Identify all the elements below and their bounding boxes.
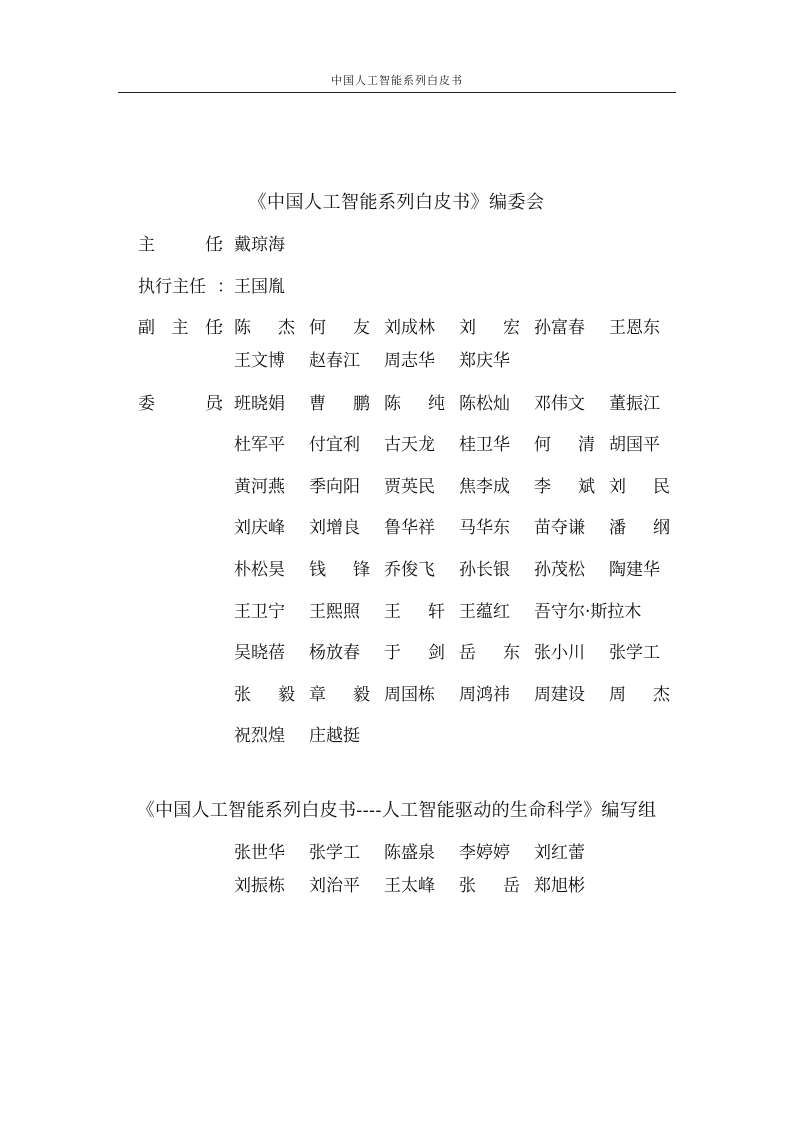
- person-name: [609, 513, 684, 538]
- person-name: [384, 389, 459, 414]
- person-name: 刘治平: [309, 876, 360, 896]
- person-name: [384, 638, 459, 663]
- person-name: 吴晓蓓: [234, 643, 285, 663]
- name-part: 毅: [278, 685, 295, 705]
- name-part: 锋: [353, 560, 370, 580]
- person-name: 刘红蕾: [534, 843, 585, 863]
- name-part: 轩: [428, 602, 445, 622]
- person-name: [234, 680, 309, 705]
- person-name: 赵春江: [309, 351, 360, 371]
- name-part: 李: [534, 477, 551, 497]
- name-part: 钱: [309, 560, 326, 580]
- person-name: 鲁华祥: [384, 518, 435, 538]
- person-name: 杜军平: [234, 435, 285, 455]
- name-list: [234, 597, 684, 622]
- name-part: 友: [353, 318, 370, 338]
- person-name: 吾守尔·斯拉木: [534, 602, 642, 622]
- person-name: 庄越挺: [309, 726, 360, 746]
- person-name: [459, 313, 534, 338]
- label-members: 委 员 ：: [138, 394, 234, 414]
- person-name: 马华东: [459, 518, 510, 538]
- name-part: 张: [234, 685, 251, 705]
- name-list: [234, 555, 684, 580]
- name-part: 东: [503, 643, 520, 663]
- person-name: 刘成林: [384, 318, 435, 338]
- person-name: 付宜利: [309, 435, 360, 455]
- person-name: [609, 472, 684, 497]
- name-list: [234, 313, 684, 338]
- person-name: 戴琼海: [234, 235, 285, 255]
- person-name: 胡国平: [609, 435, 660, 455]
- name-part: 刘: [609, 477, 626, 497]
- name-part: 张: [459, 876, 476, 896]
- person-name: 桂卫华: [459, 435, 510, 455]
- name-part: 潘: [609, 518, 626, 538]
- person-name: 王太峰: [384, 876, 435, 896]
- person-name: 季向阳: [309, 477, 360, 497]
- person-name: 郑旭彬: [534, 876, 585, 896]
- person-name: [309, 555, 384, 580]
- name-part: 周: [609, 685, 626, 705]
- name-list: [234, 272, 309, 297]
- name-list: [234, 230, 309, 255]
- label-vice-directors: 副 主 任 ：: [138, 318, 234, 338]
- name-part: 陈: [384, 394, 401, 414]
- name-part: 岳: [503, 876, 520, 896]
- name-list: [234, 346, 534, 371]
- name-part: 杰: [278, 318, 295, 338]
- person-name: [534, 430, 609, 455]
- name-part: 陈: [234, 318, 251, 338]
- person-name: 李婷婷: [459, 843, 510, 863]
- person-name: 黄河燕: [234, 477, 285, 497]
- person-name: 邓伟文: [534, 394, 585, 414]
- person-name: 焦李成: [459, 477, 510, 497]
- name-part: 纲: [653, 518, 670, 538]
- person-name: 苗夺谦: [534, 518, 585, 538]
- person-name: [384, 597, 459, 622]
- name-list: [234, 430, 684, 455]
- person-name: 王熙照: [309, 602, 360, 622]
- name-list: [234, 389, 684, 414]
- name-list: [234, 721, 384, 746]
- committee-title: 《中国人工智能系列白皮书》编委会: [248, 192, 545, 213]
- person-name: 陶建华: [609, 560, 660, 580]
- person-name: 孙茂松: [534, 560, 585, 580]
- person-name: 贾英民: [384, 477, 435, 497]
- person-name: 周志华: [384, 351, 435, 371]
- person-name: 孙富春: [534, 318, 585, 338]
- person-name: 张世华: [234, 843, 285, 863]
- person-name: 张学工: [609, 643, 660, 663]
- person-name: 周鸿祎: [459, 685, 510, 705]
- name-part: 鹏: [353, 394, 370, 414]
- person-name: [609, 680, 684, 705]
- person-name: 王恩东: [609, 318, 660, 338]
- person-name: 张学工: [309, 843, 360, 863]
- person-name: [309, 389, 384, 414]
- name-part: 何: [534, 435, 551, 455]
- person-name: 祝烈煌: [234, 726, 285, 746]
- name-part: 刘: [459, 318, 476, 338]
- person-name: [234, 313, 309, 338]
- name-part: 杰: [653, 685, 670, 705]
- name-part: 民: [653, 477, 670, 497]
- name-list: [234, 638, 684, 663]
- label-exec-director: 执行主任 ：: [138, 277, 234, 297]
- person-name: 周建设: [534, 685, 585, 705]
- person-name: 王文博: [234, 351, 285, 371]
- person-name: [309, 313, 384, 338]
- writing-group-row: [234, 871, 609, 896]
- person-name: 孙长银: [459, 560, 510, 580]
- name-part: 纯: [428, 394, 445, 414]
- person-name: 杨放春: [309, 643, 360, 663]
- person-name: 班晓娟: [234, 394, 285, 414]
- person-name: 古天龙: [384, 435, 435, 455]
- name-part: 何: [309, 318, 326, 338]
- header-rule: [118, 92, 676, 93]
- person-name: [534, 472, 609, 497]
- person-name: 王国胤: [234, 277, 285, 297]
- person-name: 董振江: [609, 394, 660, 414]
- name-list: [234, 680, 684, 705]
- running-header: 中国人工智能系列白皮书: [331, 74, 463, 87]
- name-part: 章: [309, 685, 326, 705]
- name-part: 剑: [428, 643, 445, 663]
- writing-group-title: 《中国人工智能系列白皮书----人工智能驱动的生命科学》编写组: [136, 800, 657, 821]
- person-name: 王卫宁: [234, 602, 285, 622]
- label-director: 主 任 ：: [138, 235, 234, 255]
- person-name: 刘振栋: [234, 876, 285, 896]
- writing-group-row: [234, 838, 609, 863]
- person-name: 乔俊飞: [384, 560, 435, 580]
- name-part: 宏: [503, 318, 520, 338]
- person-name: [459, 871, 534, 896]
- name-part: 岳: [459, 643, 476, 663]
- name-part: 王: [384, 602, 401, 622]
- name-part: 曹: [309, 394, 326, 414]
- person-name: 朴松昊: [234, 560, 285, 580]
- name-part: 毅: [353, 685, 370, 705]
- person-name: [459, 638, 534, 663]
- name-part: 斌: [578, 477, 595, 497]
- person-name: 张小川: [534, 643, 585, 663]
- person-name: [309, 680, 384, 705]
- person-name: 周国栋: [384, 685, 435, 705]
- name-list: [234, 472, 684, 497]
- person-name: 陈松灿: [459, 394, 510, 414]
- person-name: 郑庆华: [459, 351, 510, 371]
- name-list: [234, 513, 684, 538]
- person-name: 刘增良: [309, 518, 360, 538]
- name-part: 于: [384, 643, 401, 663]
- name-part: 清: [578, 435, 595, 455]
- person-name: 王蕴红: [459, 602, 510, 622]
- person-name: 陈盛泉: [384, 843, 435, 863]
- person-name: 刘庆峰: [234, 518, 285, 538]
